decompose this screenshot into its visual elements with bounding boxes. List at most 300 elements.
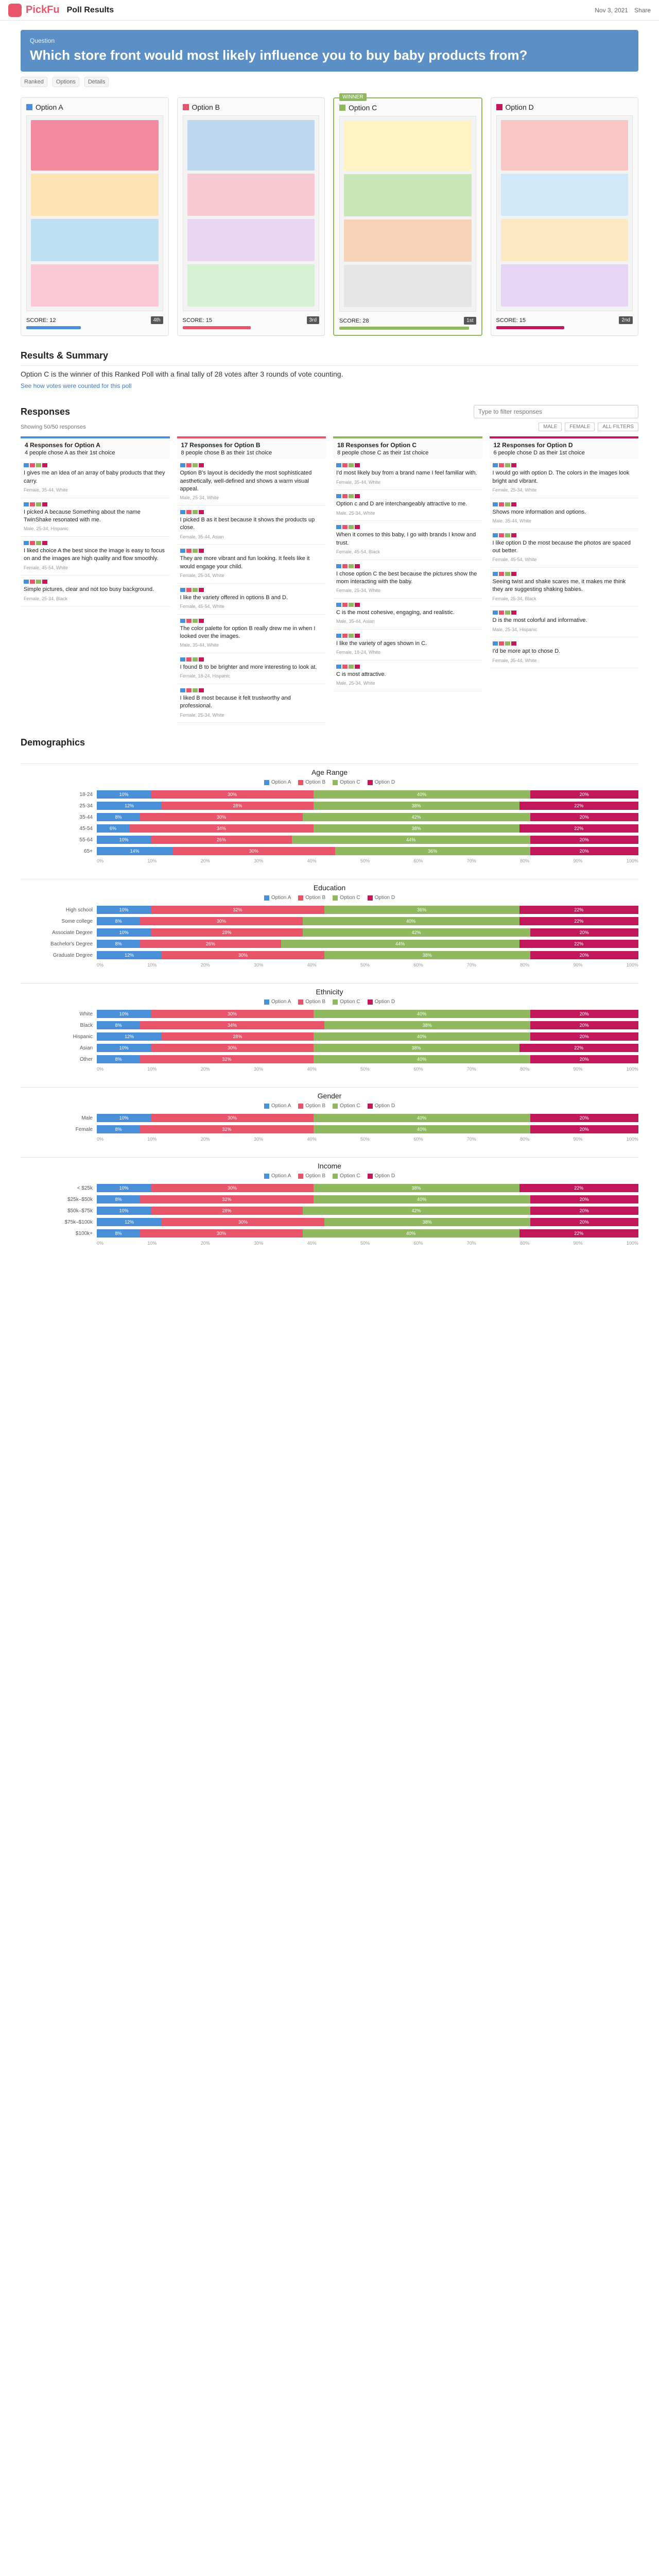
option-name: Option D [505,103,534,112]
rank-chip-icon [180,688,185,692]
response-meta: Male, 25-34, Hispanic [24,526,69,532]
legend-label: Option C [340,1103,360,1109]
axis-tick-label: 100% [626,1241,638,1246]
axis-tick-label: 40% [307,1241,317,1246]
bar-segment: 8% [97,1055,140,1063]
axis-tick-label: 0% [97,858,104,864]
bar-segment: 20% [530,1055,638,1063]
legend-swatch-icon [333,999,338,1005]
axis-tick-label: 60% [413,962,423,968]
legend-item [264,999,291,1005]
rank-chip-icon [342,463,348,467]
axis-tick-label: 30% [254,1137,264,1142]
response-card [21,537,170,575]
rank-chip-icon [505,502,510,506]
bar-segment: 42% [303,813,530,821]
bar-segment: 44% [292,836,530,844]
bar-segment: 30% [140,1229,303,1238]
rank-chip-icon [349,525,354,529]
rank-chip-icon [199,463,204,467]
option-swatch-icon [26,104,32,110]
rank-chip-icon [355,564,360,568]
axis-tick-label: 90% [573,858,583,864]
rank-chip-icon [336,634,341,638]
demographic-title: Ethnicity [21,983,638,996]
bar-segment: 30% [140,813,303,821]
demographic-title: Age Range [21,764,638,776]
response-card [177,615,326,653]
bar-segment: 20% [530,1207,638,1215]
bar-segment: 34% [140,1021,324,1029]
x-axis [97,1137,638,1142]
bar-segment: 12% [97,802,162,810]
rank-chips [180,588,323,592]
rank-chip-icon [24,580,29,584]
option-image[interactable] [496,115,633,311]
legend-label: Option A [271,1103,291,1109]
bar-row [21,906,638,914]
bar-label: Associate Degree [52,929,93,936]
option-image[interactable] [183,115,320,311]
tool-ranked[interactable] [21,77,47,87]
stacked-bar [97,917,638,925]
score-bar [183,326,251,329]
stacked-bar [97,836,638,844]
axis-tick-label: 30% [254,1241,264,1246]
response-card [21,498,170,537]
bar-segment: 20% [530,1010,638,1018]
legend-swatch-icon [298,999,303,1005]
axis-tick-label: 80% [520,1066,530,1072]
response-text: Option c and D are interchangeably attractive to me. [336,501,467,507]
rank-chip-icon [355,665,360,669]
response-meta: Female, 25-34, White [492,487,537,493]
rank-badge: 3rd [307,316,319,324]
bar-row [21,928,638,937]
rank-chip-icon [499,641,504,646]
legend-label: Option C [340,999,360,1005]
legend-swatch-icon [368,780,373,785]
rank-chip-icon [186,619,192,623]
option-image[interactable] [26,115,163,311]
response-card [490,637,639,668]
legend-label: Option D [374,1173,395,1179]
filter-male-button[interactable]: MALE [539,422,562,431]
vote-count-link[interactable]: See how votes were counted for this poll [21,382,132,390]
legend-item [264,1103,291,1109]
response-text: When it comes to this baby, I go with brands I know and trust. [336,532,476,546]
rank-chip-icon [336,665,341,669]
response-card [177,584,326,615]
stacked-bar [97,928,638,937]
response-text: C is the most cohesive, engaging, and realistic. [336,609,455,616]
bar-segment: 8% [97,1229,140,1238]
demographic-chart [21,1157,638,1246]
stacked-bar [97,1021,638,1029]
summary-heading: Results & Summary [21,350,109,361]
filter-responses-input[interactable] [474,405,638,418]
bar-segment: 10% [97,1114,151,1122]
response-meta: Female, 25-34, White [180,573,224,579]
bar-label: 55-64 [79,837,93,843]
bar-segment: 22% [519,1229,638,1238]
rank-chip-icon [42,541,47,545]
rank-chip-icon [511,641,516,646]
bar-row [21,813,638,821]
axis-tick-label: 70% [466,1066,476,1072]
response-card [333,660,482,691]
bar-segment: 20% [530,928,638,937]
axis-tick-label: 0% [97,1137,104,1142]
option-score: SCORE: 15 [182,317,212,324]
axis-tick-label: 10% [147,1066,157,1072]
bar-segment: 40% [314,1055,530,1063]
stacked-bar [97,847,638,855]
options-row [21,94,638,336]
legend-label: Option A [271,1173,291,1179]
rank-chip-icon [36,541,41,545]
response-card [21,575,170,606]
rank-chip-icon [199,619,204,623]
bar-segment: 8% [97,813,140,821]
response-text: I'd most likely buy from a brand name I feel familiar with. [336,470,477,477]
column-subtitle: 8 people chose B as their 1st choice [181,450,272,456]
response-card [490,568,639,606]
stacked-bar [97,1055,638,1063]
response-text: I chose option C the best because the pictures show the mom interacting with the baby. [336,570,477,585]
option-swatch-icon [183,104,189,110]
rank-chip-icon [355,463,360,467]
axis-tick-label: 60% [413,1241,423,1246]
legend-item [333,895,360,901]
rank-chip-icon [186,688,192,692]
bar-label: $100k+ [75,1230,93,1236]
response-text: Simple pictures, clear and not too busy background. [24,586,154,593]
rank-chips [24,541,167,545]
rank-chips [180,657,323,662]
rank-chip-icon [42,463,47,467]
bar-segment: 26% [151,836,292,844]
score-bar [496,326,565,329]
bar-segment: 20% [530,790,638,799]
response-text: I liked B most because it felt trustworthy and professional. [180,695,291,709]
bar-segment: 20% [530,1125,638,1133]
bar-segment: 22% [519,1044,638,1052]
axis-tick-label: 60% [413,1137,423,1142]
axis-tick-label: 90% [573,962,583,968]
response-column-header [333,436,482,459]
legend-item [298,999,325,1005]
response-card [490,606,639,637]
axis-tick-label: 10% [147,858,157,864]
response-card [333,490,482,521]
bar-row [21,1229,638,1238]
option-name: Option A [36,103,63,112]
axis-tick-label: 70% [466,1241,476,1246]
response-card [333,560,482,599]
legend-item [333,779,360,785]
rank-chips [336,564,479,568]
legend-item [298,1173,325,1179]
stacked-bar [97,1044,638,1052]
bar-segment: 20% [530,951,638,959]
option-image[interactable] [339,116,476,312]
rank-badge: 2nd [619,316,633,324]
axis-tick-label: 70% [466,962,476,968]
rank-chip-icon [199,549,204,553]
bar-segment: 6% [97,824,129,833]
response-text: I picked A because Something about the name TwinShake resonated with me. [24,509,141,523]
legend-swatch-icon [264,780,269,785]
response-card [177,653,326,684]
tool-details[interactable] [84,77,109,87]
question-text: Which store front would most likely influence you to buy baby products from? [30,47,528,63]
bar-segment: 30% [162,1218,324,1226]
stacked-bar [97,802,638,810]
response-column-header [177,436,326,459]
bar-segment: 44% [281,940,519,948]
demographic-title: Gender [21,1087,638,1100]
legend-item [298,895,325,901]
bar-segment: 30% [151,1010,314,1018]
bar-segment: 22% [519,906,638,914]
response-card [21,459,170,498]
bar-row [21,940,638,948]
legend-label: Option A [271,779,291,786]
bar-segment: 12% [97,1032,162,1041]
demographics-heading: Demographics [21,737,85,748]
rank-chips [336,463,479,467]
bar-segment: 34% [129,824,314,833]
demographic-chart [21,764,638,863]
rank-chips [336,525,479,529]
poll-date: Nov 3, 2021 [595,6,628,14]
page-title: Poll Results [66,5,114,14]
response-text: I like the variety of ages shown in C. [336,640,427,647]
rank-chips [493,611,636,615]
axis-tick-label: 20% [200,1137,210,1142]
axis-tick-label: 10% [147,1241,157,1246]
axis-tick-label: 20% [200,962,210,968]
response-meta: Female, 18-24, White [336,650,381,655]
bar-segment: 28% [162,1032,314,1041]
column-title: 4 Responses for Option A [25,442,100,449]
rank-chip-icon [193,510,198,514]
rank-chip-icon [355,525,360,529]
bar-row [21,1010,638,1018]
bar-segment: 10% [97,1044,151,1052]
bar-label: Male [81,1115,93,1121]
question-label: Question [30,37,55,44]
bar-segment: 10% [97,1207,151,1215]
axis-tick-label: 50% [360,1066,370,1072]
rank-chip-icon [193,549,198,553]
bar-label: 65+ [84,848,93,854]
bar-segment: 22% [519,1184,638,1192]
rank-chip-icon [186,588,192,592]
bar-segment: 38% [314,1184,519,1192]
bar-segment: 40% [314,790,530,799]
bar-label: 25-34 [79,803,93,809]
chart-legend [21,1103,638,1109]
axis-tick-label: 30% [254,1066,264,1072]
response-meta: Male, 25-34, Hispanic [492,626,537,632]
rank-chip-icon [36,502,41,506]
rank-chips [493,572,636,576]
share-button[interactable]: Share [634,6,651,14]
rank-chip-icon [193,619,198,623]
brand-name: PickFu [26,4,60,15]
x-axis [97,1066,638,1072]
axis-tick-label: 10% [147,1137,157,1142]
rank-chip-icon [180,549,185,553]
legend-swatch-icon [368,895,373,901]
legend-swatch-icon [368,1174,373,1179]
stacked-bar [97,1010,638,1018]
rank-chip-icon [511,502,516,506]
rank-chip-icon [499,533,504,537]
rank-chip-icon [36,463,41,467]
rank-chips [336,665,479,669]
rank-chip-icon [511,572,516,576]
rank-chips [24,580,167,584]
stacked-bar [97,951,638,959]
option-d-card[interactable] [491,97,639,336]
bar-row [21,790,638,799]
bar-segment: 40% [314,1010,530,1018]
all-filters-button[interactable]: ALL FILTERS [598,422,638,431]
rank-chip-icon [180,619,185,623]
axis-tick-label: 10% [147,962,157,968]
stacked-bar [97,940,638,948]
response-meta: Female, 25-34, Black [492,596,536,601]
legend-swatch-icon [368,999,373,1005]
bar-label: Black [80,1022,93,1028]
rank-chip-icon [42,502,47,506]
bar-segment: 8% [97,1125,140,1133]
rank-chip-icon [505,463,510,467]
bar-segment: 10% [97,906,151,914]
option-swatch-icon [339,105,345,111]
option-a-card[interactable] [21,97,169,336]
axis-tick-label: 40% [307,962,317,968]
legend-item [264,779,291,785]
legend-item [298,779,325,785]
rank-chip-icon [505,533,510,537]
axis-tick-label: 100% [626,962,638,968]
brand-logo[interactable] [8,4,60,17]
bar-label: 45-54 [79,825,93,832]
option-name: Option B [192,103,220,112]
rank-chip-icon [349,494,354,498]
bar-segment: 42% [303,928,530,937]
response-meta: Female, 25-34, White [336,588,381,594]
bar-label: $25k–$50k [67,1196,93,1202]
stacked-bar [97,1125,638,1133]
bar-segment: 30% [151,790,314,799]
bar-segment: 14% [97,847,172,855]
rank-chip-icon [30,502,35,506]
response-text: I would go with option D. The colors in the images look bright and vibrant. [492,470,630,484]
response-meta: Male, 25-34, White [336,510,375,516]
response-text: I found B to be brighter and more interesting to look at. [180,664,317,671]
bar-label: 35-44 [79,814,93,820]
rank-chip-icon [493,533,498,537]
response-text: Shows more information and options. [492,509,586,515]
rank-chip-icon [349,463,354,467]
rank-chip-icon [355,494,360,498]
option-b-card[interactable] [177,97,325,336]
legend-item [333,1173,360,1179]
bar-row [21,917,638,925]
demographic-chart [21,1087,638,1142]
axis-tick-label: 80% [520,858,530,864]
bar-segment: 38% [324,1218,530,1226]
response-meta: Female, 18-24, Hispanic [180,673,231,679]
rank-chip-icon [30,580,35,584]
response-column [177,436,326,723]
divider [21,365,638,366]
response-card [177,545,326,583]
legend-swatch-icon [264,895,269,901]
bar-label: White [79,1011,93,1017]
stacked-bar [97,1184,638,1192]
bar-row [21,951,638,959]
option-c-card[interactable] [333,94,482,336]
axis-tick-label: 50% [360,858,370,864]
rank-chip-icon [199,688,204,692]
axis-tick-label: 50% [360,1137,370,1142]
rank-chip-icon [511,463,516,467]
response-meta: Female, 25-34, White [180,712,224,718]
bar-segment: 40% [314,1114,530,1122]
responses-columns [21,436,638,723]
response-meta: Male, 25-34, White [336,681,375,686]
bar-segment: 38% [324,951,530,959]
legend-label: Option C [340,895,360,901]
bar-segment: 20% [530,1114,638,1122]
legend-swatch-icon [298,895,303,901]
rank-chip-icon [493,641,498,646]
score-bar [26,326,81,329]
legend-label: Option C [340,779,360,786]
rank-chips [24,502,167,506]
tool-options[interactable] [53,77,79,87]
rank-chip-icon [193,588,198,592]
stacked-bar [97,1114,638,1122]
response-card [177,506,326,545]
response-meta: Female, 45-54, White [24,565,68,570]
bar-segment: 20% [530,1218,638,1226]
axis-tick-label: 70% [466,858,476,864]
bar-row [21,1021,638,1029]
option-score: SCORE: 12 [26,317,56,324]
stacked-bar [97,1195,638,1204]
filter-female-button[interactable]: FEMALE [565,422,595,431]
bar-segment: 40% [303,1229,519,1238]
legend-swatch-icon [333,780,338,785]
legend-label: Option B [305,1103,326,1109]
rank-chip-icon [499,611,504,615]
axis-tick-label: 0% [97,1066,104,1072]
stacked-bar [97,906,638,914]
response-column [333,436,482,691]
bar-row [21,836,638,844]
response-meta: Female, 25-34, Black [24,596,68,601]
bar-segment: 32% [140,1195,314,1204]
response-text: The color palette for option B really drew me in when I looked over the images. [180,625,316,640]
rank-chip-icon [493,611,498,615]
